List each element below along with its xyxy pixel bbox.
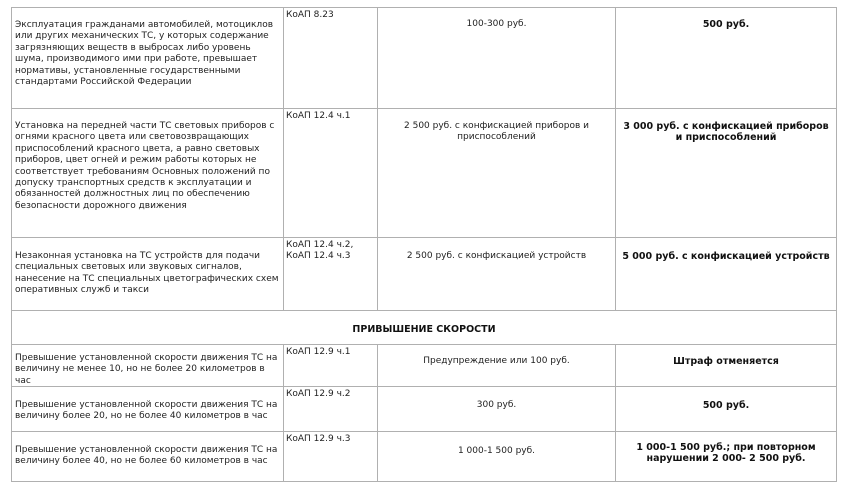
new-penalty: 500 руб. [702, 400, 750, 411]
old-penalty: 2 500 руб. с конфискацией приборов и приспособлений [404, 121, 589, 143]
violation-description: Превышение установленной скорости движения ТС на величину не менее 10, но не более 20 километров в час [15, 353, 278, 386]
new-penalty: 3 000 руб. с конфискацией приборов и приспособлений [623, 121, 829, 144]
table-row [11, 345, 837, 387]
law-article: КоАП 12.9 ч.2 [286, 389, 351, 399]
violation-description: Незаконная установка на ТС устройств для подачи специальных световых или звуковых сигналов, нанесение на ТС специальных цветографических схем оперативных служб и такси [15, 251, 279, 296]
law-article: КоАП 12.4 ч.1 [286, 111, 351, 121]
old-penalty-cell [377, 387, 615, 431]
old-penalty: 300 руб. [476, 400, 517, 410]
article-cell [283, 387, 377, 431]
description-cell [11, 432, 283, 481]
new-penalty-cell [615, 109, 837, 237]
new-penalty: 1 000-1 500 руб.; при повторном нарушении 2 000- 2 500 руб. [636, 442, 816, 465]
old-penalty: Предупреждение или 100 руб. [423, 356, 570, 366]
description-cell [11, 345, 283, 386]
description-cell [11, 8, 283, 108]
description-cell [11, 109, 283, 237]
old-penalty: 2 500 руб. с конфискацией устройств [406, 251, 587, 261]
description-cell [11, 387, 283, 431]
law-article: КоАП 12.9 ч.1 [286, 347, 351, 357]
old-penalty-cell [377, 238, 615, 310]
old-penalty: 100-300 руб. [466, 19, 527, 29]
section-title: ПРИВЫШЕНИЕ СКОРОСТИ [352, 324, 496, 335]
table-row [11, 8, 837, 109]
new-penalty-cell [615, 432, 837, 481]
article-cell [283, 8, 377, 108]
new-penalty-cell [615, 345, 837, 386]
table-row [11, 238, 837, 311]
new-penalty: 500 руб. [702, 19, 750, 30]
table-row [11, 387, 837, 432]
article-cell [283, 345, 377, 386]
old-penalty-cell [377, 432, 615, 481]
section-header-row [11, 311, 837, 345]
section-header-cell [11, 311, 837, 344]
old-penalty: 1 000-1 500 руб. [457, 446, 536, 456]
table-row [11, 432, 837, 482]
table-row [11, 109, 837, 238]
old-penalty-cell [377, 109, 615, 237]
law-article: КоАП 12.9 ч.3 [286, 434, 351, 444]
violation-description: Превышение установленной скорости движения ТС на величину более 20, но не более 40 километров в час [15, 400, 278, 422]
old-penalty-cell [377, 8, 615, 108]
violation-description: Установка на передней части ТС световых приборов с огнями красного цвета или световозвращающих приспособлений красного цвета, а равно световых приборов, цвет огней и режим работы которых не соответствует требованиям Основных положений по допуску транспортных средств к эксплуатации и обязанностей должностных лиц по обеспечению безопасности дорожного движения [15, 121, 275, 211]
old-penalty-cell [377, 345, 615, 386]
violation-description: Эксплуатация гражданами автомобилей, мотоциклов или других механических ТС, у которых содержание загрязняющих веществ в выбросах либо уровень шума, производимого ими при работе, превышает нормативы, установленные государственными стандартами Российской Федерации [15, 20, 273, 88]
law-article: КоАП 8.23 [286, 10, 334, 20]
new-penalty-cell [615, 387, 837, 431]
new-penalty: Штраф отменяется [673, 356, 779, 367]
new-penalty-cell [615, 8, 837, 108]
law-article: КоАП 12.4 ч.2, КоАП 12.4 ч.3 [286, 240, 354, 262]
article-cell [283, 238, 377, 310]
new-penalty: 5 000 руб. с конфискацией устройств [622, 251, 830, 262]
description-cell [11, 238, 283, 310]
new-penalty-cell [615, 238, 837, 310]
article-cell [283, 109, 377, 237]
article-cell [283, 432, 377, 481]
violation-description: Превышение установленной скорости движения ТС на величину более 40, но не более 60 километров в час [15, 445, 278, 467]
